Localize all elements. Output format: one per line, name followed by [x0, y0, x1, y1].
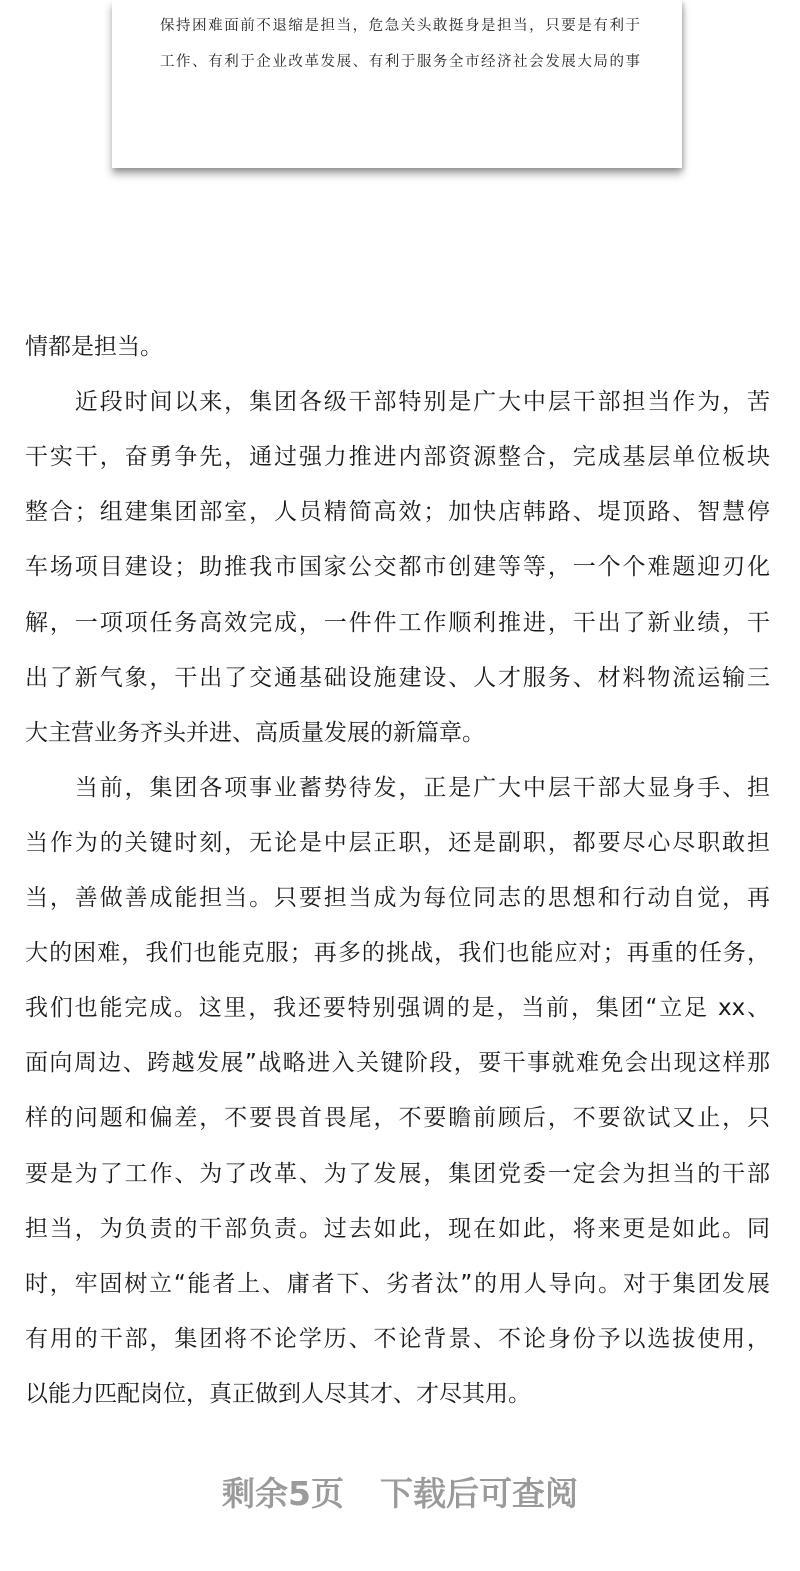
body-text-line: 当作为的关键时刻，无论是中层正职，还是副职，都要尽心尽职敢担 — [25, 829, 770, 856]
body-text-line: 出了新气象，干出了交通基础设施建设、人才服务、材料物流运输三 — [25, 664, 770, 691]
body-text-line: 解，一项项任务高效完成，一件件工作顺利推进，干出了新业绩，干 — [25, 609, 770, 636]
body-text-line: 担当，为负责的干部负责。过去如此，现在如此，将来更是如此。同 — [25, 1215, 770, 1242]
card-text-line: 保持困难面前不退缩是担当，危急关头敢挺身是担当，只要是有利于 — [160, 18, 640, 34]
body-text-line: 当前，集团各项事业蓄势待发，正是广大中层干部大显身手、担 — [25, 774, 770, 801]
download-hint-label: 下载后可查阅 — [379, 1474, 578, 1513]
body-text-line: 要是为了工作、为了改革、为了发展，集团党委一定会为担当的干部 — [25, 1160, 770, 1187]
body-text-line: 情都是担当。 — [25, 334, 163, 360]
download-prompt[interactable] — [0, 1468, 800, 1515]
body-text-line: 面向周边、跨越发展”战略进入关键阶段，要干事就难免会出现这样那 — [25, 1050, 770, 1077]
previous-page-card — [112, 0, 682, 168]
body-text-line: 车场项目建设；助推我市国家公交都市创建等等，一个个难题迎刃化 — [25, 554, 770, 581]
card-text-line: 工作、有利于企业改革发展、有利于服务全市经济社会发展大局的事 — [160, 54, 640, 70]
remaining-pages-label: 剩余5页 — [222, 1474, 344, 1513]
body-text-line: 干实干，奋勇争先，通过强力推进内部资源整合，完成基层单位板块 — [25, 444, 770, 471]
body-text-line: 有用的干部，集团将不论学历、不论背景、不论身份予以选拔使用， — [25, 1325, 770, 1352]
body-text-line: 以能力匹配岗位，真正做到人尽其才、才尽其用。 — [25, 1380, 531, 1407]
body-text-line: 近段时间以来，集团各级干部特别是广大中层干部担当作为，苦 — [25, 389, 770, 416]
body-text-line: 当，善做善成能担当。只要担当成为每位同志的思想和行动自觉，再 — [25, 885, 770, 911]
body-text-line: 样的问题和偏差，不要畏首畏尾，不要瞻前顾后，不要欲试又止，只 — [25, 1105, 770, 1132]
body-text-line: 大主营业务齐头并进、高质量发展的新篇章。 — [25, 719, 485, 746]
body-text-line: 整合；组建集团部室，人员精简高效；加快店韩路、堤顶路、智慧停 — [25, 499, 770, 526]
body-text-line: 大的困难，我们也能克服；再多的挑战，我们也能应对；再重的任务， — [25, 940, 770, 967]
body-text-line: 我们也能完成。这里，我还要特别强调的是，当前，集团“立足 xx、 — [25, 995, 770, 1022]
body-text-line: 时，牢固树立“能者上、庸者下、劣者汰”的用人导向。对于集团发展 — [25, 1270, 770, 1297]
